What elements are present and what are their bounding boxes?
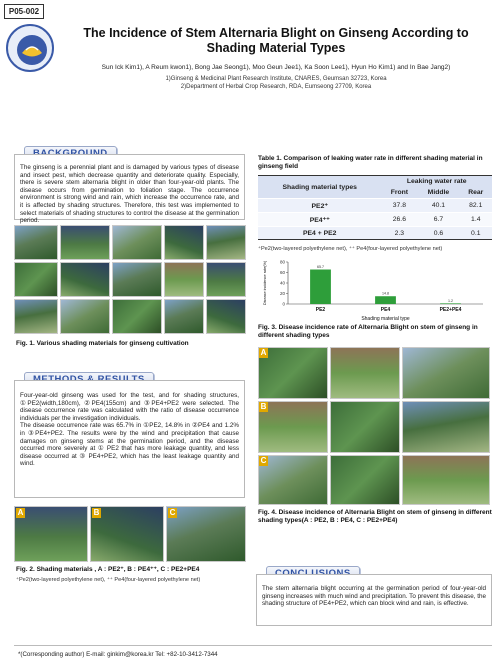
fig4-photo bbox=[258, 347, 328, 399]
x-tick-label: PE2+PE4 bbox=[439, 307, 462, 313]
fig4-photo bbox=[402, 455, 490, 505]
methods-text-1: Four-year-old ginseng was used for the test, and for shading structures, ①PE2(width,180cm), ②PE4(155cm) and ③PE4+PE2 were selected. The disease occurrence rate was calculated with the ratio of disease occurrence individuals per the investigation individuals. bbox=[20, 392, 239, 422]
bar bbox=[440, 303, 461, 304]
bar-data-label: 65.7 bbox=[317, 265, 324, 270]
fig2-photo-c bbox=[166, 506, 246, 562]
y-tick-label: 80 bbox=[279, 259, 285, 265]
methods-text-2: The disease occurrence rate was 65.7% in ①PE2, 14.8% in ②PE4 and 1.2% in ③PE4+PE2. The results were by the wind and precipitation that cause damages on ginseng stems at the germination period, and the disease occurred more severely at ① PE2 that has more leakage quantity, and less disease occurred at ③ PE4+PE2, which has the least leakage quantity and wind. bbox=[20, 422, 239, 468]
fig4-photo bbox=[402, 401, 490, 453]
y-tick-label: 20 bbox=[279, 291, 285, 297]
fig2-photo-a bbox=[14, 506, 88, 562]
table1-note: ⁺Pe2(two-layered polyethylene net), ⁺⁺ Pe4(four-layered polyethylene net) bbox=[258, 246, 443, 252]
fig1-photo bbox=[206, 225, 246, 260]
fig4-photo bbox=[258, 401, 328, 453]
fig1-photo bbox=[206, 299, 246, 334]
affiliations bbox=[66, 75, 486, 91]
table-col-rear: Rear bbox=[460, 187, 492, 199]
table-row-name: PE4 + PE2 bbox=[258, 227, 381, 240]
table-cell: 2.3 bbox=[381, 227, 417, 240]
affiliation-2: 2)Department of Herbal Crop Research, RDA, Eumseong 27709, Korea bbox=[180, 84, 372, 90]
table-row-name: PE4⁺⁺ bbox=[258, 213, 381, 227]
table-row bbox=[258, 199, 492, 213]
fig1-photo bbox=[112, 225, 162, 260]
table-cell: 82.1 bbox=[460, 199, 492, 213]
logo-emblem-icon bbox=[8, 26, 56, 74]
institute-logo bbox=[6, 24, 54, 72]
fig1-caption: Fig. 1. Various shading materials for ginseng cultivation bbox=[16, 340, 189, 347]
fig4-label-b: B bbox=[260, 402, 267, 411]
fig2-label-c: C bbox=[169, 508, 176, 517]
leaking-water-table bbox=[258, 175, 492, 240]
fig1-photo bbox=[164, 225, 204, 260]
bar bbox=[375, 296, 396, 304]
fig1-photo bbox=[14, 225, 58, 260]
fig1-photo bbox=[14, 262, 58, 297]
fig4-photo bbox=[330, 401, 400, 453]
footer-divider bbox=[14, 645, 492, 646]
fig1-photo bbox=[60, 299, 110, 334]
poster-title: The Incidence of Stem Alternaria Blight on Ginseng According to Shading Material Types bbox=[83, 26, 469, 55]
table-row-name: PE2⁺ bbox=[258, 199, 381, 213]
table-row bbox=[258, 213, 492, 227]
background-text: The ginseng is a perennial plant and is damaged by various types of disease and insect pest, which decrease quantity and deteriorate quality. Especially, there is severe stem alternaria blight in older than four-year-old plants. The disease occurs from germination to foliation stage. The occurrence environment is strong wind and rain, which increase the occurrence rate, and it is affected by shading structures. Therefore, this test was implemented to select materials of shading structures to control the disease at the germination period. bbox=[20, 164, 239, 225]
x-axis-label: Shading material type bbox=[361, 316, 410, 322]
conclusions-text: The stem alternaria blight occurring at the germination period of four-year-old ginseng increases with much wind and precipitation. To prevent this disease, the shading structure of PE4+PE2, which can block wind and rain, is effective. bbox=[262, 585, 486, 608]
x-tick-label: PE4 bbox=[380, 307, 391, 313]
table-cell: 26.6 bbox=[381, 213, 417, 227]
table-cell: 0.1 bbox=[460, 227, 492, 240]
fig4-photo bbox=[330, 347, 400, 399]
table-col-front: Front bbox=[381, 187, 417, 199]
table1-caption: Table 1. Comparison of leaking water rate in different shading material in ginseng field bbox=[258, 155, 483, 170]
fig2-caption: Fig. 2. Shading materials , A : PE2⁺, B : PE4⁺⁺, C : PE2+PE4 bbox=[16, 566, 200, 573]
bar-data-label: 1.2 bbox=[448, 298, 453, 303]
table-cell: 0.6 bbox=[417, 227, 459, 240]
fig4-photo bbox=[330, 455, 400, 505]
table-col-group: Leaking water rate bbox=[381, 176, 492, 188]
disease-rate-bar-chart bbox=[258, 258, 488, 322]
fig4-photo bbox=[258, 455, 328, 505]
fig2-photo-b bbox=[90, 506, 164, 562]
bar bbox=[310, 270, 331, 304]
y-axis-label: Disease incidence rate(%) bbox=[263, 260, 267, 306]
table-row bbox=[258, 227, 492, 240]
fig4-label-a: A bbox=[260, 348, 267, 357]
fig1-photo bbox=[206, 262, 246, 297]
table-cell: 40.1 bbox=[417, 199, 459, 213]
bar-data-label: 14.8 bbox=[382, 291, 389, 296]
fig1-photo bbox=[60, 262, 110, 297]
fig4-caption: Fig. 4. Disease incidence of Alternaria Blight on stem of ginseng in different shading types(A : PE2, B : PE4, C : PE2+PE4) bbox=[258, 509, 492, 524]
fig1-photo bbox=[112, 262, 162, 297]
fig1-photo bbox=[112, 299, 162, 334]
fig1-photo bbox=[164, 262, 204, 297]
table-cell: 37.8 bbox=[381, 199, 417, 213]
table-col-middle: Middle bbox=[417, 187, 459, 199]
fig4-photo bbox=[402, 347, 490, 399]
fig3-caption: Fig. 3. Disease incidence rate of Alternaria Blight on stem of ginseng in different shading types bbox=[258, 324, 478, 339]
fig1-photo bbox=[164, 299, 204, 334]
x-tick-label: PE2 bbox=[315, 307, 326, 313]
methods-panel bbox=[14, 380, 245, 498]
table-cell: 6.7 bbox=[417, 213, 459, 227]
y-tick-label: 60 bbox=[279, 270, 285, 276]
conclusions-panel bbox=[256, 574, 492, 626]
table-cell: 1.4 bbox=[460, 213, 492, 227]
affiliation-1: 1)Ginseng & Medicinal Plant Research Institute, CNARES, Geumsan 32723, Korea bbox=[165, 76, 387, 82]
fig2-note: ⁺Pe2(two-layered polyethylene net), ⁺⁺ Pe4(four-layered polyethylene net) bbox=[16, 577, 201, 583]
fig2-label-b: B bbox=[93, 508, 100, 517]
fig1-photo bbox=[60, 225, 110, 260]
y-tick-label: 40 bbox=[279, 280, 285, 286]
fig1-photo bbox=[14, 299, 58, 334]
fig4-label-c: C bbox=[260, 456, 267, 465]
poster-id: P05-002 bbox=[4, 4, 44, 19]
background-panel bbox=[14, 154, 245, 225]
table-row-header: Shading material types bbox=[258, 176, 381, 199]
y-tick-label: 0 bbox=[282, 301, 285, 307]
fig2-label-a: A bbox=[17, 508, 24, 517]
corresponding-author: *(Corresponding author) E-mail: ginkim@korea.kr Tel: +82-10-3412-7344 bbox=[18, 651, 218, 658]
author-list: Sun Ick Kim1), A Reum kwon1), Bong Jae Seong1), Moo Geun Jee1), Ka Soon Lee1), Hyun Ho Kim1) and In Bae Jang2) bbox=[101, 64, 451, 71]
